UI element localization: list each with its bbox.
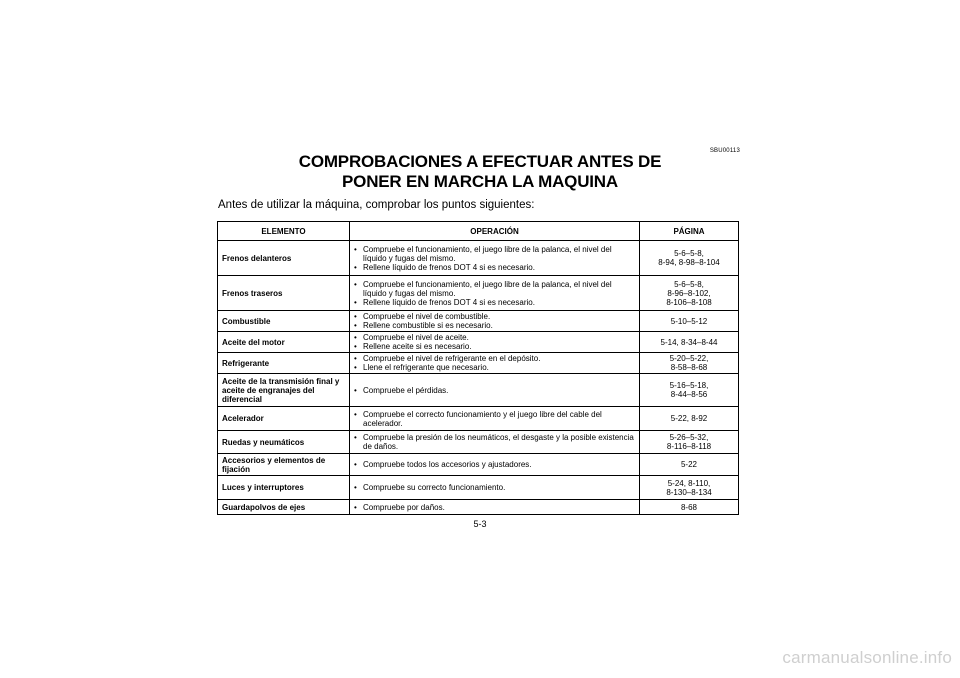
page-reference: 8-116–8-118 — [666, 442, 712, 451]
operation-text: Compruebe su correcto funcionamiento. — [363, 483, 506, 492]
page-reference: 8-94, 8-98–8-104 — [658, 258, 720, 267]
page-reference: 8-58–8-68 — [670, 363, 708, 372]
table-row — [218, 500, 739, 515]
operation-item — [354, 363, 635, 372]
cell-page — [640, 454, 739, 476]
page-reference: 8-44–8-56 — [670, 390, 708, 399]
operation-text: Compruebe el nivel de combustible. — [363, 312, 491, 321]
bullet-icon: • — [354, 483, 357, 492]
table-row — [218, 276, 739, 311]
cell-operation — [350, 407, 640, 431]
operation-item — [354, 321, 635, 330]
cell-operation — [350, 311, 640, 332]
page-reference: 5-22, 8-92 — [670, 414, 708, 423]
cell-element: Ruedas y neumáticos — [218, 431, 350, 454]
bullet-icon: • — [354, 333, 357, 342]
cell-operation — [350, 353, 640, 374]
header-element: ELEMENTO — [218, 222, 350, 241]
bullet-icon: • — [354, 363, 357, 372]
bullet-icon: • — [354, 244, 357, 254]
operation-item — [354, 298, 635, 307]
cell-element: Frenos traseros — [218, 276, 350, 311]
operation-item — [354, 460, 635, 469]
operation-text: Compruebe el funcionamiento, el juego libre de la palanca, el nivel del líquido y fugas del mismo. — [363, 244, 612, 263]
page-reference: 8-130–8-134 — [666, 487, 712, 497]
header-page: PÁGINA — [640, 222, 739, 241]
cell-operation — [350, 276, 640, 311]
operation-text: Rellene aceite si es necesario. — [363, 342, 472, 351]
operation-text: Compruebe el nivel de aceite. — [363, 333, 469, 342]
operation-text: Rellene combustible si es necesario. — [363, 321, 493, 330]
cell-page — [640, 353, 739, 374]
cell-operation — [350, 476, 640, 500]
bullet-icon: • — [354, 312, 357, 321]
operation-item — [354, 333, 635, 342]
cell-operation — [350, 454, 640, 476]
table-row — [218, 311, 739, 332]
page-reference: 5-6–5-8, — [674, 249, 704, 258]
page-number: 5-3 — [473, 519, 487, 529]
header-operation: OPERACIÓN — [350, 222, 640, 241]
cell-page — [640, 476, 739, 500]
pre-operation-check-table — [217, 221, 739, 515]
cell-page — [640, 311, 739, 332]
page-title — [220, 152, 740, 192]
operation-text: Llene el refrigerante que necesario. — [363, 363, 489, 372]
bullet-icon: • — [354, 279, 357, 289]
bullet-icon: • — [354, 342, 357, 351]
operation-item — [354, 433, 635, 451]
cell-element: Accesorios y elementos de fijación — [218, 454, 350, 476]
operation-item — [354, 245, 635, 263]
table-header-row — [218, 222, 739, 241]
title-line-1: COMPROBACIONES A EFECTUAR ANTES DE — [298, 152, 662, 171]
bullet-icon: • — [354, 385, 357, 395]
operation-item — [354, 263, 635, 272]
operation-text: Compruebe el correcto funcionamiento y el juego libre del cable del acelerador. — [363, 409, 602, 428]
operation-item — [354, 503, 635, 512]
operation-item — [354, 483, 635, 492]
table-row — [218, 374, 739, 407]
page-reference: 5-22 — [680, 460, 697, 469]
operation-text: Compruebe el pérdidas. — [363, 385, 449, 395]
operation-item — [354, 410, 635, 428]
operation-item — [354, 386, 635, 395]
cell-page — [640, 276, 739, 311]
cell-page — [640, 500, 739, 515]
table-row — [218, 454, 739, 476]
table-row — [218, 476, 739, 500]
page-reference: 5-6–5-8, — [674, 279, 704, 289]
cell-element: Aceite de la transmisión final y aceite de engranajes del diferencial — [218, 374, 350, 407]
operation-text: Compruebe todos los accesorios y ajustadores. — [363, 460, 532, 469]
table-row — [218, 332, 739, 353]
operation-item — [354, 354, 635, 363]
page-reference: 5-26–5-32, — [669, 433, 709, 442]
bullet-icon: • — [354, 321, 357, 330]
intro-text: Antes de utilizar la máquina, comprobar los puntos siguientes: — [218, 199, 535, 211]
bullet-icon: • — [354, 433, 357, 442]
page-reference: 5-10–5-12 — [670, 316, 708, 326]
bullet-icon: • — [354, 460, 357, 469]
bullet-icon: • — [354, 502, 357, 512]
cell-page — [640, 374, 739, 407]
bullet-icon: • — [354, 262, 357, 272]
page-reference: 5-16–5-18, — [669, 381, 709, 390]
operation-text: Compruebe la presión de los neumáticos, el desgaste y la posible existencia de daños. — [363, 433, 634, 451]
table-row — [218, 431, 739, 454]
page-reference: 8-68 — [680, 502, 697, 512]
page-reference: 5-14, 8-34–8-44 — [660, 337, 718, 347]
cell-page — [640, 241, 739, 276]
cell-operation — [350, 374, 640, 407]
cell-element: Refrigerante — [218, 353, 350, 374]
page-reference: 8-106–8-108 — [666, 297, 712, 307]
cell-operation — [350, 431, 640, 454]
cell-element: Acelerador — [218, 407, 350, 431]
bullet-icon: • — [354, 354, 357, 363]
operation-text: Compruebe el nivel de refrigerante en el depósito. — [363, 354, 541, 363]
page-reference: 5-20–5-22, — [669, 354, 709, 363]
bullet-icon: • — [354, 409, 357, 419]
cell-operation — [350, 332, 640, 353]
cell-page — [640, 431, 739, 454]
table-row — [218, 407, 739, 431]
operation-text: Compruebe por daños. — [363, 502, 445, 512]
cell-page — [640, 407, 739, 431]
page-reference: 8-96–8-102, — [667, 288, 711, 298]
bullet-icon: • — [354, 297, 357, 307]
table-body — [218, 241, 739, 515]
operation-text: Compruebe el funcionamiento, el juego libre de la palanca, el nivel del líquido y fugas del mismo. — [363, 279, 612, 298]
operation-item — [354, 342, 635, 351]
cell-element: Luces y interruptores — [218, 476, 350, 500]
operation-item — [354, 312, 635, 321]
cell-operation — [350, 241, 640, 276]
table-row — [218, 241, 739, 276]
cell-element: Aceite del motor — [218, 332, 350, 353]
cell-element: Guardapolvos de ejes — [218, 500, 350, 515]
cell-operation — [350, 500, 640, 515]
watermark: carmanualsonline.info — [782, 648, 952, 667]
cell-element: Frenos delanteros — [218, 241, 350, 276]
cell-element: Combustible — [218, 311, 350, 332]
operation-text: Rellene líquido de frenos DOT 4 si es necesario. — [363, 297, 535, 307]
cell-page — [640, 332, 739, 353]
page-reference: 5-24, 8-110, — [667, 478, 711, 488]
document-code: SBU00113 — [709, 148, 740, 154]
title-line-2: PONER EN MARCHA LA MAQUINA — [342, 172, 618, 191]
operation-text: Rellene líquido de frenos DOT 4 si es necesario. — [363, 262, 535, 272]
table-row — [218, 353, 739, 374]
operation-item — [354, 280, 635, 298]
